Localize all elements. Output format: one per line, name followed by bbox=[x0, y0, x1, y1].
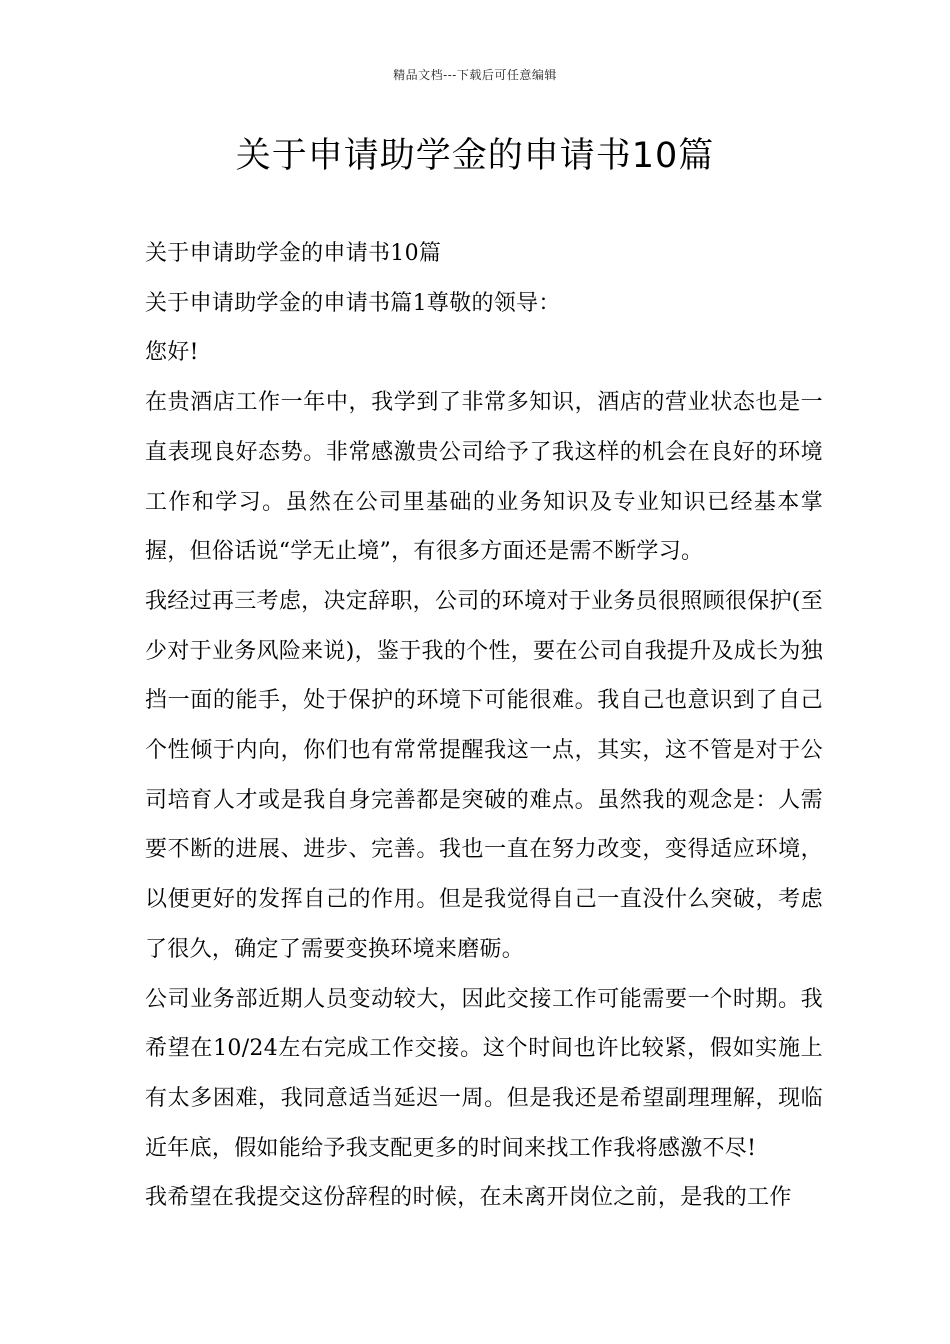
header-note: 精品文档---下载后可任意编辑 bbox=[393, 68, 557, 82]
paragraph-body: 我希望在我提交这份辞程的时候，在未离开岗位之前，是我的工作 bbox=[145, 1185, 792, 1211]
paragraph-salutation: 关于申请助学金的申请书篇1尊敬的领导： bbox=[145, 290, 561, 316]
paragraph-body: 公司业务部近期人员变动较大，因此交接工作可能需要一个时期。我希望在10/24左右完成工作交接。这个时间也许比较紧，假如实施上有太多困难，我同意适当延迟一周。但是我还是希望副理理解，现临近年底，假如能给予我支配更多的时间来找工作我将感激不尽! bbox=[145, 986, 823, 1161]
document-body bbox=[145, 229, 823, 1223]
paragraph-body: 我经过再三考虑，决定辞职，公司的环境对于业务员很照顾很保护(至少对于业务风险来说)，鉴于我的个性，要在公司自我提升及成长为独挡一面的能手，处于保护的环境下可能很难。我自己也意识到了自己个性倾于内向，你们也有常常提醒我这一点，其实，这不管是对于公司培育人才或是我自身完善都是突破的难点。虽然我的观念是：人需要不断的进展、进步、完善。我也一直在努力改变，变得适应环境，以便更好的发挥自己的作用。但是我觉得自己一直没什么突破，考虑了很久，确定了需要变换环境来磨砺。 bbox=[145, 588, 823, 962]
paragraph-greeting: 您好! bbox=[145, 340, 199, 366]
document-title: 关于申请助学金的申请书10篇 bbox=[235, 136, 715, 176]
paragraph-subtitle: 关于申请助学金的申请书10篇 bbox=[145, 241, 442, 266]
paragraph-body: 在贵酒店工作一年中，我学到了非常多知识，酒店的营业状态也是一直表现良好态势。非常感激贵公司给予了我这样的机会在良好的环境工作和学习。虽然在公司里基础的业务知识及专业知识已经基本掌握，但俗话说“学无止境”，有很多方面还是需不断学习。 bbox=[145, 390, 823, 565]
